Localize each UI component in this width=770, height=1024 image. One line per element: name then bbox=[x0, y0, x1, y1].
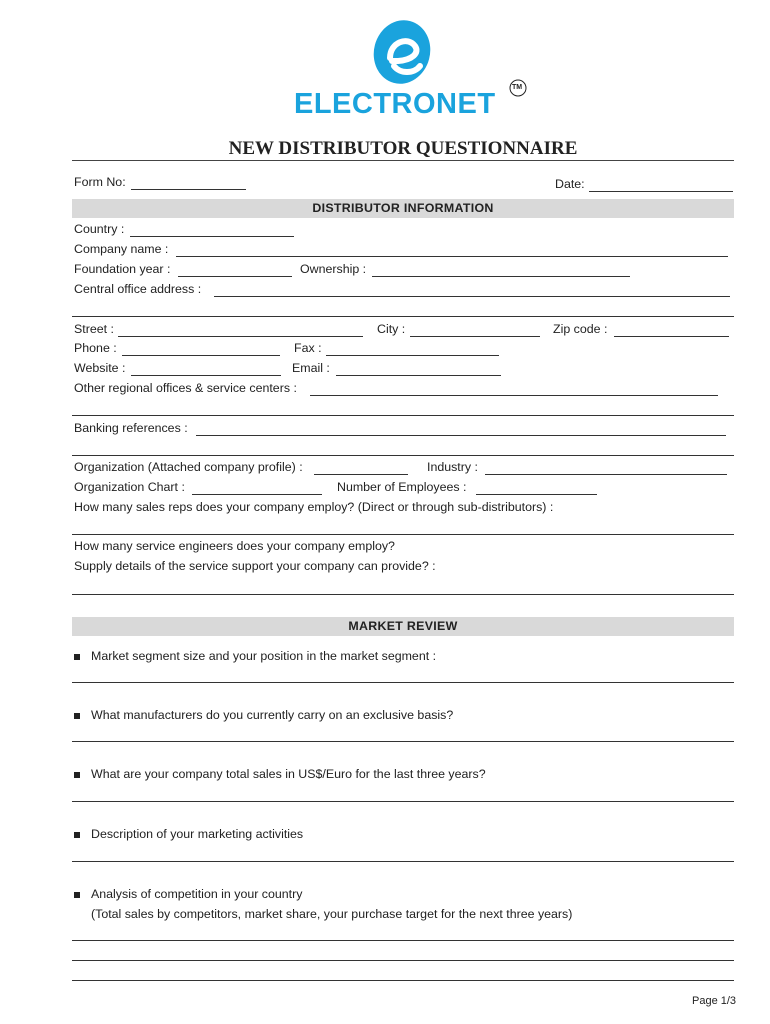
brand-name: ELECTRONET bbox=[294, 88, 496, 120]
banking-label: Banking references : bbox=[74, 421, 188, 435]
service-engineers-label: How many service engineers does your company employ? bbox=[74, 539, 395, 553]
regional-offices-label: Other regional offices & service centers : bbox=[74, 381, 297, 395]
country-field[interactable] bbox=[130, 236, 294, 237]
website-field[interactable] bbox=[131, 375, 281, 376]
email-label: Email : bbox=[292, 361, 330, 375]
market-q1-field[interactable] bbox=[72, 682, 734, 683]
bullet-icon bbox=[74, 713, 80, 719]
market-q3-label: What are your company total sales in US$/Euro for the last three years? bbox=[91, 767, 486, 781]
city-label: City : bbox=[377, 322, 406, 336]
org-chart-field[interactable] bbox=[192, 494, 322, 495]
phone-field[interactable] bbox=[122, 355, 280, 356]
title-rule bbox=[72, 160, 734, 161]
date-label: Date: bbox=[555, 177, 585, 191]
central-office-field[interactable] bbox=[214, 296, 730, 297]
city-field[interactable] bbox=[410, 336, 540, 337]
central-office-field-2[interactable] bbox=[72, 316, 734, 317]
industry-label: Industry : bbox=[427, 460, 478, 474]
market-q2-label: What manufacturers do you currently carry on an exclusive basis? bbox=[91, 708, 454, 722]
employees-field[interactable] bbox=[476, 494, 597, 495]
section-distributor-information: DISTRIBUTOR INFORMATION bbox=[72, 199, 734, 218]
zip-code-label: Zip code : bbox=[553, 322, 608, 336]
market-q1-label: Market segment size and your position in the market segment : bbox=[91, 649, 437, 663]
bullet-icon bbox=[74, 654, 80, 660]
market-q3-field[interactable] bbox=[72, 801, 734, 802]
bullet-icon bbox=[74, 892, 80, 898]
market-q4-label: Description of your marketing activities bbox=[91, 827, 304, 841]
market-q5-field-3[interactable] bbox=[72, 980, 734, 981]
logo bbox=[290, 18, 530, 128]
fax-label: Fax : bbox=[294, 341, 322, 355]
form-no-field[interactable] bbox=[131, 189, 246, 190]
central-office-label: Central office address : bbox=[74, 282, 202, 296]
regional-offices-field[interactable] bbox=[310, 395, 718, 396]
banking-field[interactable] bbox=[196, 435, 726, 436]
market-q5-field-2[interactable] bbox=[72, 960, 734, 961]
email-field[interactable] bbox=[336, 375, 501, 376]
trademark-mark: TM bbox=[512, 84, 523, 91]
organization-field[interactable] bbox=[314, 474, 408, 475]
ownership-field[interactable] bbox=[372, 276, 630, 277]
sales-reps-field[interactable] bbox=[72, 534, 734, 535]
market-q5-label: Analysis of competition in your country bbox=[91, 887, 303, 901]
fax-field[interactable] bbox=[326, 355, 499, 356]
service-support-field[interactable] bbox=[72, 594, 734, 595]
foundation-year-field[interactable] bbox=[178, 276, 292, 277]
employees-label: Number of Employees : bbox=[337, 480, 467, 494]
form-no-label: Form No: bbox=[74, 175, 126, 189]
bullet-icon bbox=[74, 772, 80, 778]
street-label: Street : bbox=[74, 322, 114, 336]
date-field[interactable] bbox=[589, 191, 733, 192]
ownership-label: Ownership : bbox=[300, 262, 367, 276]
company-name-field[interactable] bbox=[176, 256, 728, 257]
zip-code-field[interactable] bbox=[614, 336, 729, 337]
section-market-review: MARKET REVIEW bbox=[72, 617, 734, 636]
market-q5-sub-label: (Total sales by competitors, market share, your purchase target for the next three years) bbox=[91, 907, 573, 921]
page-title: NEW DISTRIBUTOR QUESTIONNAIRE bbox=[228, 138, 578, 159]
regional-offices-field-2[interactable] bbox=[72, 415, 734, 416]
sales-reps-label: How many sales reps does your company employ? (Direct or through sub-distributors) : bbox=[74, 500, 554, 514]
market-q2-field[interactable] bbox=[72, 741, 734, 742]
website-label: Website : bbox=[74, 361, 126, 375]
market-q5-field[interactable] bbox=[72, 940, 734, 941]
industry-field[interactable] bbox=[485, 474, 727, 475]
market-q4-field[interactable] bbox=[72, 861, 734, 862]
org-chart-label: Organization Chart : bbox=[74, 480, 185, 494]
company-name-label: Company name : bbox=[74, 242, 169, 256]
country-label: Country : bbox=[74, 222, 125, 236]
page-number: Page 1/3 bbox=[692, 995, 737, 1007]
banking-field-2[interactable] bbox=[72, 455, 734, 456]
service-support-label: Supply details of the service support your company can provide? : bbox=[74, 559, 436, 573]
phone-label: Phone : bbox=[74, 341, 117, 355]
organization-label: Organization (Attached company profile) : bbox=[74, 460, 303, 474]
foundation-year-label: Foundation year : bbox=[74, 262, 171, 276]
street-field[interactable] bbox=[118, 336, 363, 337]
bullet-icon bbox=[74, 832, 80, 838]
